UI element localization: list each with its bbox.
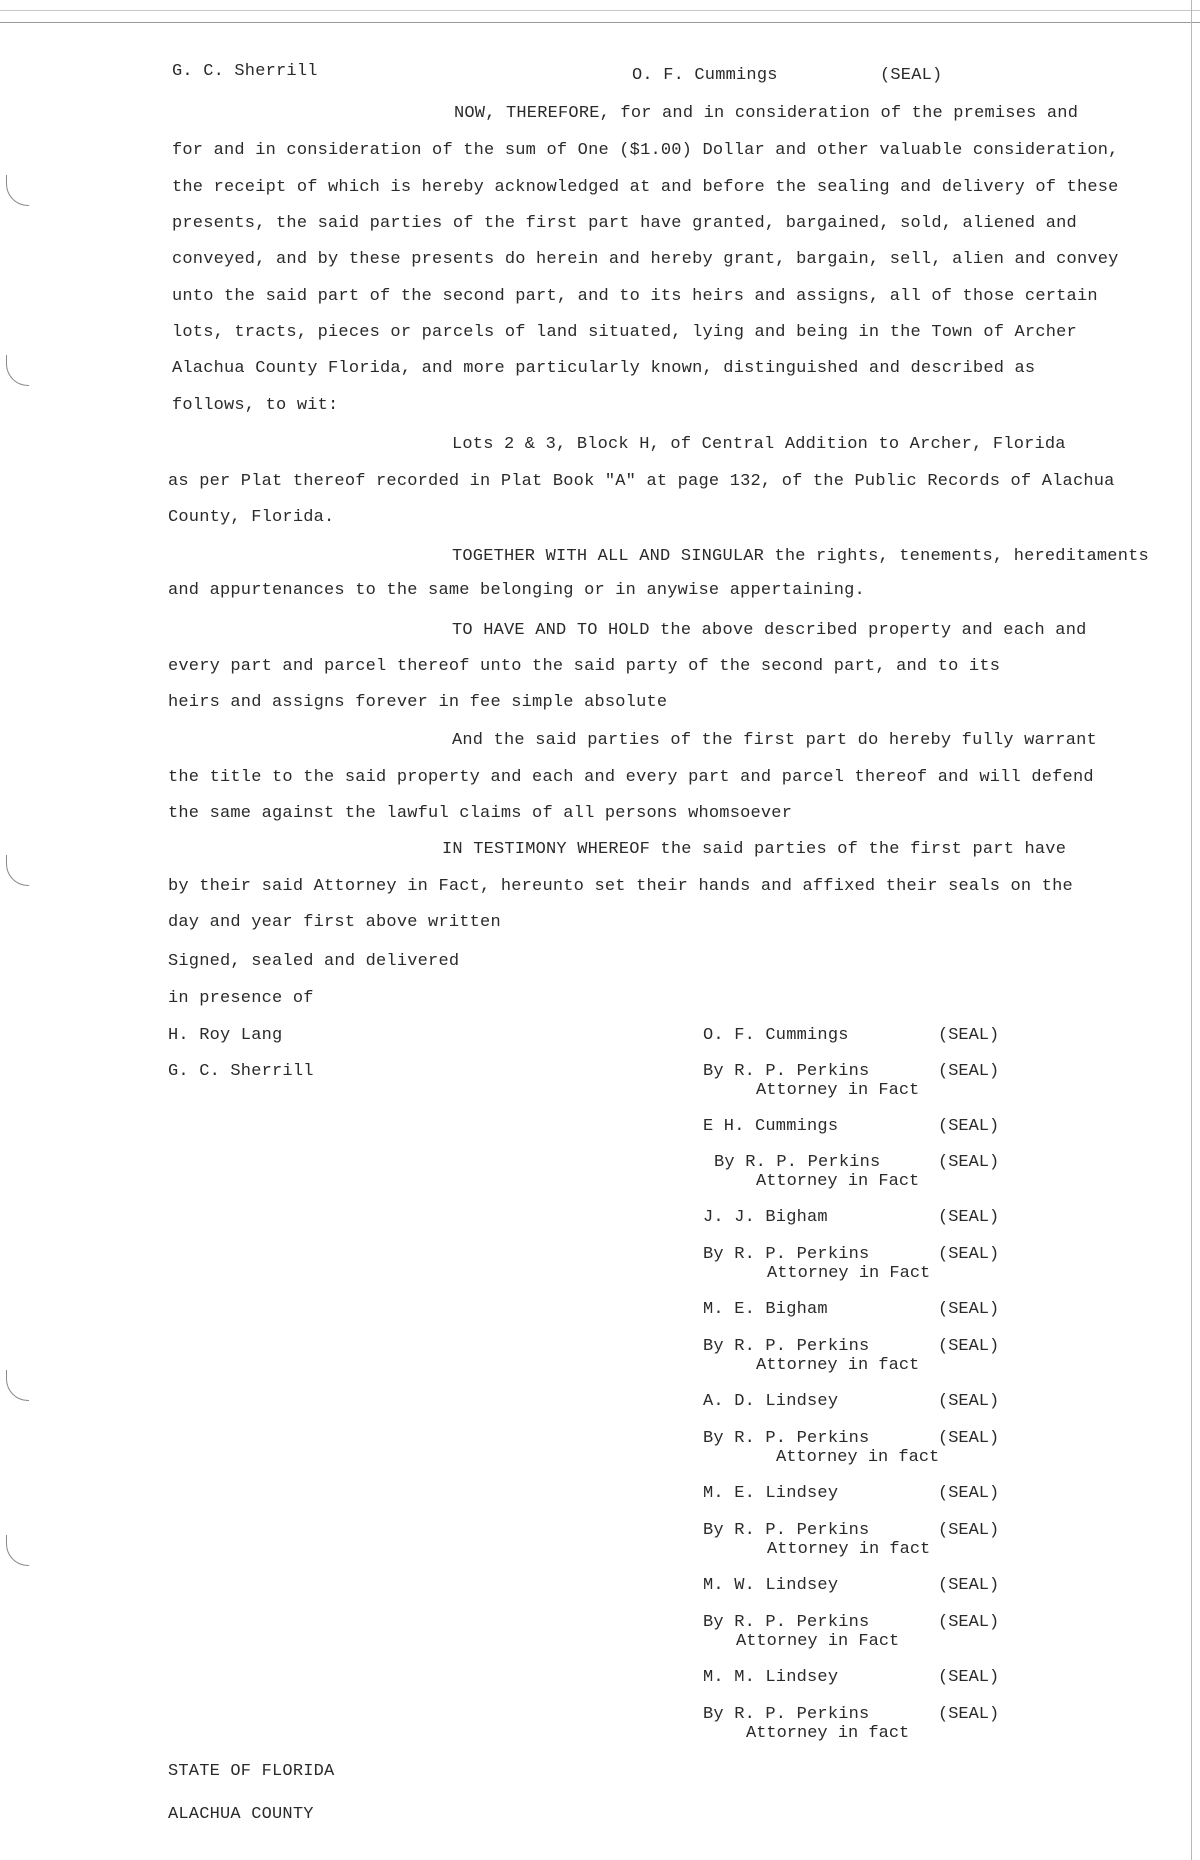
signature-name: By R. P. Perkins bbox=[714, 1153, 881, 1172]
signature-name: By R. P. Perkins bbox=[703, 1429, 870, 1448]
signature-name: By R. P. Perkins bbox=[703, 1245, 870, 1264]
signature-seal: (SEAL) bbox=[938, 1429, 1000, 1448]
state-heading: STATE OF FLORIDA bbox=[168, 1762, 335, 1781]
signature-name: M. W. Lindsey bbox=[703, 1576, 839, 1595]
signature-seal: (SEAL) bbox=[938, 1576, 1000, 1595]
legal-description: County, Florida. bbox=[168, 508, 335, 527]
punch-hole-mark bbox=[6, 855, 29, 886]
signature-attorney-line: Attorney in fact bbox=[767, 1540, 931, 1559]
signature-seal: (SEAL) bbox=[938, 1117, 1000, 1136]
signature-seal: (SEAL) bbox=[938, 1208, 1000, 1227]
page-right-edge bbox=[1191, 0, 1192, 1860]
signature-name: By R. P. Perkins bbox=[703, 1613, 870, 1632]
signature-name: By R. P. Perkins bbox=[703, 1521, 870, 1540]
signature-attorney-line: Attorney in fact bbox=[756, 1356, 920, 1375]
signature-name: M. M. Lindsey bbox=[703, 1668, 839, 1687]
signature-name: By R. P. Perkins bbox=[703, 1705, 870, 1724]
header-witness: G. C. Sherrill bbox=[172, 62, 318, 81]
body-line: for and in consideration of the sum of One ($1.00) Dollar and other valuable consideration, bbox=[172, 141, 1119, 160]
body-line: heirs and assigns forever in fee simple absolute bbox=[168, 693, 668, 712]
body-line: presents, the said parties of the first part have granted, bargained, sold, aliened and bbox=[172, 214, 1077, 233]
signature-seal: (SEAL) bbox=[938, 1484, 1000, 1503]
signature-seal: (SEAL) bbox=[938, 1705, 1000, 1724]
witness-name: G. C. Sherrill bbox=[168, 1062, 314, 1081]
body-line: every part and parcel thereof unto the said party of the second part, and to its bbox=[168, 657, 1001, 676]
signature-seal: (SEAL) bbox=[938, 1153, 1000, 1172]
body-line: TOGETHER WITH ALL AND SINGULAR the rights, tenements, hereditaments bbox=[452, 547, 1149, 566]
signature-attorney-line: Attorney in fact bbox=[746, 1724, 910, 1743]
signature-seal: (SEAL) bbox=[938, 1392, 1000, 1411]
signature-seal: (SEAL) bbox=[938, 1245, 1000, 1264]
signature-name: By R. P. Perkins bbox=[703, 1062, 870, 1081]
signature-seal: (SEAL) bbox=[938, 1337, 1000, 1356]
witness-name: H. Roy Lang bbox=[168, 1026, 283, 1045]
body-line: conveyed, and by these presents do herein and hereby grant, bargain, sell, alien and convey bbox=[172, 250, 1119, 269]
body-line: NOW, THEREFORE, for and in consideration of the premises and bbox=[454, 104, 1079, 123]
signature-name: M. E. Bigham bbox=[703, 1300, 828, 1319]
signature-name: By R. P. Perkins bbox=[703, 1337, 870, 1356]
page-top-edge bbox=[0, 0, 1200, 23]
body-line: lots, tracts, pieces or parcels of land situated, lying and being in the Town of Archer bbox=[172, 323, 1077, 342]
legal-description: Lots 2 & 3, Block H, of Central Addition to Archer, Florida bbox=[452, 435, 1066, 454]
signature-attorney-line: Attorney in Fact bbox=[767, 1264, 931, 1283]
signed-sealed-line: Signed, sealed and delivered bbox=[168, 952, 460, 971]
body-line: follows, to wit: bbox=[172, 396, 339, 415]
signature-name: M. E. Lindsey bbox=[703, 1484, 839, 1503]
signature-name: A. D. Lindsey bbox=[703, 1392, 839, 1411]
legal-description: as per Plat thereof recorded in Plat Book "A" at page 132, of the Public Records of Alachua bbox=[168, 472, 1115, 491]
signature-attorney-line: Attorney in Fact bbox=[756, 1172, 920, 1191]
signature-attorney-line: Attorney in Fact bbox=[756, 1081, 920, 1100]
body-line: the same against the lawful claims of all persons whomsoever bbox=[168, 804, 793, 823]
body-line: the receipt of which is hereby acknowledged at and before the sealing and delivery of these bbox=[172, 178, 1119, 197]
signature-seal: (SEAL) bbox=[938, 1613, 1000, 1632]
body-line: TO HAVE AND TO HOLD the above described property and each and bbox=[452, 621, 1087, 640]
punch-hole-mark bbox=[6, 175, 29, 206]
in-presence-line: in presence of bbox=[168, 989, 314, 1008]
signature-name: E H. Cummings bbox=[703, 1117, 839, 1136]
body-line: the title to the said property and each and every part and parcel thereof and will defend bbox=[168, 768, 1094, 787]
header-seal: (SEAL) bbox=[880, 66, 943, 85]
county-heading: ALACHUA COUNTY bbox=[168, 1805, 314, 1824]
signature-seal: (SEAL) bbox=[938, 1521, 1000, 1540]
signature-seal: (SEAL) bbox=[938, 1062, 1000, 1081]
header-signer: O. F. Cummings bbox=[632, 66, 778, 85]
signature-seal: (SEAL) bbox=[938, 1668, 1000, 1687]
signature-name: O. F. Cummings bbox=[703, 1026, 849, 1045]
signature-attorney-line: Attorney in Fact bbox=[736, 1632, 900, 1651]
body-line: Alachua County Florida, and more particularly known, distinguished and described as bbox=[172, 359, 1036, 378]
punch-hole-mark bbox=[6, 1535, 29, 1566]
body-line: day and year first above written bbox=[168, 913, 501, 932]
punch-hole-mark bbox=[6, 355, 29, 386]
body-line: And the said parties of the first part do hereby fully warrant bbox=[452, 731, 1097, 750]
body-line: IN TESTIMONY WHEREOF the said parties of the first part have bbox=[442, 840, 1067, 859]
body-line: by their said Attorney in Fact, hereunto set their hands and affixed their seals on the bbox=[168, 877, 1073, 896]
body-line: and appurtenances to the same belonging or in anywise appertaining. bbox=[168, 581, 865, 600]
signature-seal: (SEAL) bbox=[938, 1300, 1000, 1319]
signature-attorney-line: Attorney in fact bbox=[776, 1448, 940, 1467]
punch-hole-mark bbox=[6, 1370, 29, 1401]
signature-seal: (SEAL) bbox=[938, 1026, 1000, 1045]
body-line: unto the said part of the second part, and to its heirs and assigns, all of those certain bbox=[172, 287, 1098, 306]
signature-name: J. J. Bigham bbox=[703, 1208, 828, 1227]
